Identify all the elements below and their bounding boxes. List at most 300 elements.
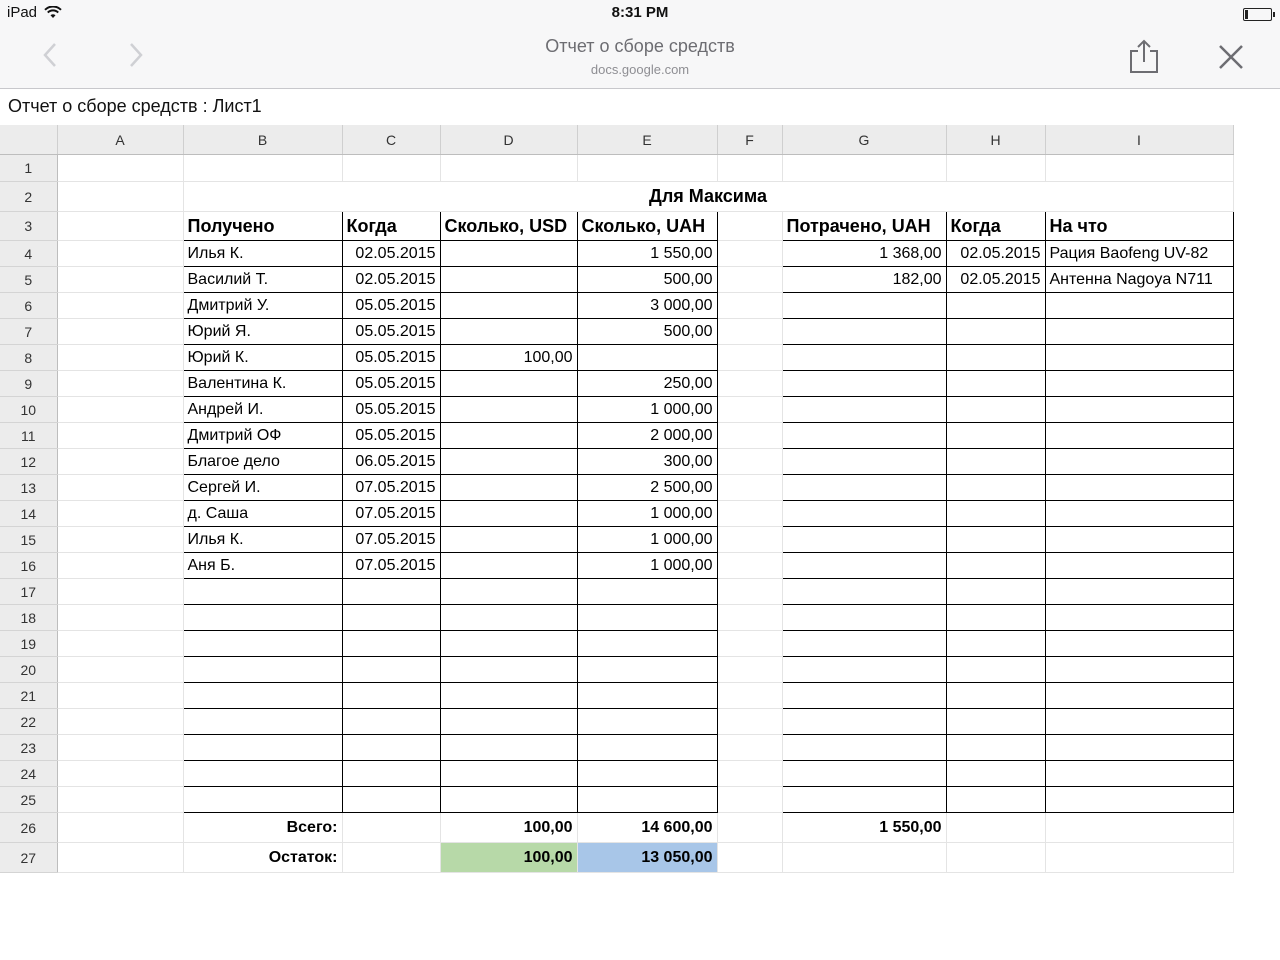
received-uah-cell[interactable]: 1 000,00 [577,553,717,579]
spent-amount-cell[interactable] [782,371,946,397]
cell[interactable] [57,813,183,843]
received-usd-cell[interactable] [440,475,577,501]
received-date-cell[interactable] [342,657,440,683]
spent-amount-cell[interactable] [782,735,946,761]
spent-amount-cell[interactable]: 182,00 [782,267,946,293]
received-date-cell[interactable]: 05.05.2015 [342,423,440,449]
received-date-cell[interactable] [342,605,440,631]
table-row [0,155,1280,182]
spent-date-cell[interactable] [946,527,1045,553]
spent-amount-cell[interactable] [782,579,946,605]
cell[interactable] [57,501,183,527]
cell[interactable] [57,423,183,449]
total-label[interactable]: Всего: [183,813,342,843]
received-uah-cell[interactable] [577,605,717,631]
received-uah-cell[interactable]: 250,00 [577,371,717,397]
cell[interactable] [946,843,1045,873]
received-uah-cell[interactable] [577,683,717,709]
spent-what-cell[interactable]: Антенна Nagoya N711 [1045,267,1233,293]
spent-what-cell[interactable] [1045,319,1233,345]
spent-date-cell[interactable] [946,579,1045,605]
cell[interactable] [717,241,782,267]
row-header[interactable]: 20 [0,657,57,683]
spent-amount-cell[interactable] [782,605,946,631]
cell[interactable] [717,155,782,182]
cell[interactable] [717,371,782,397]
cell[interactable] [717,813,782,843]
spent-what-cell[interactable] [1045,397,1233,423]
spent-date-cell[interactable] [946,735,1045,761]
received-usd-cell[interactable] [440,657,577,683]
spent-amount-cell[interactable] [782,709,946,735]
spent-date-cell[interactable] [946,293,1045,319]
cell[interactable] [717,267,782,293]
cell[interactable] [342,155,440,182]
received-usd-cell[interactable] [440,267,577,293]
cell[interactable] [1045,843,1233,873]
spent-what-cell[interactable] [1045,449,1233,475]
spent-what-cell[interactable] [1045,631,1233,657]
cell[interactable] [342,843,440,873]
column-header[interactable]: D [440,125,577,155]
cell[interactable] [717,397,782,423]
cell[interactable] [717,319,782,345]
spent-amount-cell[interactable] [782,293,946,319]
received-date-cell[interactable] [342,631,440,657]
received-usd-cell[interactable] [440,527,577,553]
received-name-cell[interactable] [183,735,342,761]
received-name-cell[interactable]: д. Саша [183,501,342,527]
received-name-cell[interactable] [183,709,342,735]
received-uah-cell[interactable]: 1 000,00 [577,501,717,527]
grid-margin [1233,709,1280,735]
header-uah[interactable]: Сколько, UAH [577,212,717,241]
row-header[interactable]: 13 [0,475,57,501]
received-usd-cell[interactable] [440,605,577,631]
cell[interactable] [1045,813,1233,843]
select-all-corner[interactable] [0,125,57,155]
table-row [0,345,1280,371]
spent-what-cell[interactable] [1045,709,1233,735]
row-header[interactable]: 7 [0,319,57,345]
row-header[interactable]: 2 [0,182,57,212]
spent-amount-cell[interactable] [782,345,946,371]
cell[interactable] [717,657,782,683]
received-name-cell[interactable]: Илья К. [183,241,342,267]
received-uah-cell[interactable]: 3 000,00 [577,293,717,319]
received-name-cell[interactable]: Дмитрий ОФ [183,423,342,449]
cell[interactable] [57,155,183,182]
spent-date-cell[interactable] [946,683,1045,709]
cell[interactable] [717,787,782,813]
received-name-cell[interactable]: Юрий Я. [183,319,342,345]
spent-what-cell[interactable] [1045,475,1233,501]
received-usd-cell[interactable] [440,371,577,397]
grid-margin [1233,345,1280,371]
spent-what-cell[interactable] [1045,423,1233,449]
received-usd-cell[interactable] [440,423,577,449]
received-name-cell[interactable]: Василий Т. [183,267,342,293]
received-uah-cell[interactable] [577,657,717,683]
cell[interactable] [946,813,1045,843]
received-date-cell[interactable]: 05.05.2015 [342,397,440,423]
received-uah-cell[interactable] [577,631,717,657]
header-when[interactable]: Когда [342,212,440,241]
spent-date-cell[interactable] [946,553,1045,579]
cell[interactable] [717,553,782,579]
row-header[interactable]: 27 [0,843,57,873]
spent-what-cell[interactable] [1045,553,1233,579]
received-date-cell[interactable]: 07.05.2015 [342,501,440,527]
grid-margin [1233,125,1280,155]
grid-margin [1233,212,1280,241]
cell[interactable] [717,761,782,787]
page-url: docs.google.com [590,62,690,77]
cell[interactable] [717,735,782,761]
cell[interactable] [440,155,577,182]
grid-margin [1233,605,1280,631]
cell[interactable] [717,212,782,241]
received-date-cell[interactable]: 05.05.2015 [342,345,440,371]
row-header[interactable]: 22 [0,709,57,735]
cell[interactable] [183,155,342,182]
spent-what-cell[interactable] [1045,761,1233,787]
column-header[interactable]: G [782,125,946,155]
cell[interactable] [57,475,183,501]
spent-date-cell[interactable] [946,631,1045,657]
rest-uah[interactable]: 13 050,00 [577,843,717,873]
column-header-row [0,125,1280,155]
received-date-cell[interactable] [342,761,440,787]
spent-amount-cell[interactable] [782,787,946,813]
received-name-cell[interactable] [183,605,342,631]
row-header[interactable]: 10 [0,397,57,423]
row-header[interactable]: 19 [0,631,57,657]
row-header[interactable]: 4 [0,241,57,267]
cell[interactable] [946,155,1045,182]
spent-what-cell[interactable] [1045,345,1233,371]
spent-date-cell[interactable]: 02.05.2015 [946,267,1045,293]
received-usd-cell[interactable] [440,319,577,345]
received-name-cell[interactable]: Юрий К. [183,345,342,371]
spent-amount-cell[interactable] [782,761,946,787]
received-usd-cell[interactable] [440,501,577,527]
row-header[interactable]: 14 [0,501,57,527]
received-name-cell[interactable]: Дмитрий У. [183,293,342,319]
cell[interactable] [57,371,183,397]
received-uah-cell[interactable]: 1 000,00 [577,527,717,553]
received-date-cell[interactable]: 07.05.2015 [342,475,440,501]
row-header[interactable]: 25 [0,787,57,813]
spent-amount-cell[interactable] [782,423,946,449]
received-name-cell[interactable]: Благое дело [183,449,342,475]
received-usd-cell[interactable] [440,787,577,813]
received-date-cell[interactable] [342,683,440,709]
spent-date-cell[interactable] [946,345,1045,371]
header-usd[interactable]: Сколько, USD [440,212,577,241]
cell[interactable] [717,527,782,553]
spent-date-cell[interactable]: 02.05.2015 [946,241,1045,267]
spent-date-cell[interactable] [946,657,1045,683]
spent-date-cell[interactable] [946,787,1045,813]
cell[interactable] [57,579,183,605]
received-name-cell[interactable] [183,683,342,709]
received-date-cell[interactable]: 07.05.2015 [342,527,440,553]
table-row [0,319,1280,345]
row-header[interactable]: 8 [0,345,57,371]
row-header[interactable]: 16 [0,553,57,579]
row-header[interactable]: 24 [0,761,57,787]
spent-amount-cell[interactable] [782,397,946,423]
spent-date-cell[interactable] [946,501,1045,527]
spent-amount-cell[interactable] [782,683,946,709]
received-date-cell[interactable] [342,735,440,761]
spent-what-cell[interactable] [1045,371,1233,397]
column-header[interactable]: E [577,125,717,155]
cell[interactable] [782,843,946,873]
cell[interactable] [57,605,183,631]
header-spent-when[interactable]: Когда [946,212,1045,241]
spent-what-cell[interactable]: Рация Baofeng UV-82 [1045,241,1233,267]
spent-amount-cell[interactable] [782,319,946,345]
received-uah-cell[interactable]: 2 000,00 [577,423,717,449]
clock: 8:31 PM [611,4,669,21]
spent-what-cell[interactable] [1045,501,1233,527]
column-header[interactable]: F [717,125,782,155]
cell[interactable] [717,579,782,605]
table-row [0,449,1280,475]
received-uah-cell[interactable]: 1 000,00 [577,397,717,423]
spent-amount-cell[interactable] [782,657,946,683]
received-uah-cell[interactable]: 1 550,00 [577,241,717,267]
spent-date-cell[interactable] [946,319,1045,345]
cell[interactable] [57,787,183,813]
received-uah-cell[interactable] [577,787,717,813]
cell[interactable] [57,449,183,475]
received-name-cell[interactable] [183,579,342,605]
received-usd-cell[interactable] [440,683,577,709]
spent-date-cell[interactable] [946,761,1045,787]
cell[interactable] [57,553,183,579]
spent-what-cell[interactable] [1045,579,1233,605]
received-name-cell[interactable]: Валентина К. [183,371,342,397]
received-uah-cell[interactable]: 300,00 [577,449,717,475]
spent-amount-cell[interactable] [782,631,946,657]
cell[interactable] [57,293,183,319]
spent-amount-cell[interactable] [782,501,946,527]
cell[interactable] [717,449,782,475]
received-name-cell[interactable]: Илья К. [183,527,342,553]
received-name-cell[interactable] [183,631,342,657]
row-header[interactable]: 23 [0,735,57,761]
received-name-cell[interactable] [183,761,342,787]
header-spent[interactable]: Потрачено, UAH [782,212,946,241]
spent-amount-cell[interactable] [782,449,946,475]
cell[interactable] [577,155,717,182]
table-row [0,683,1280,709]
table-row [0,761,1280,787]
row-header[interactable]: 21 [0,683,57,709]
row-header[interactable]: 3 [0,212,57,241]
spent-date-cell[interactable] [946,709,1045,735]
header-received[interactable]: Получено [183,212,342,241]
rest-usd[interactable]: 100,00 [440,843,577,873]
received-uah-cell[interactable] [577,345,717,371]
row-header[interactable]: 5 [0,267,57,293]
received-uah-cell[interactable] [577,709,717,735]
cell[interactable] [57,212,183,241]
total-spent[interactable]: 1 550,00 [782,813,946,843]
cell[interactable] [57,683,183,709]
cell[interactable] [717,293,782,319]
cell[interactable] [57,241,183,267]
cell[interactable] [57,267,183,293]
table-row [0,709,1280,735]
spent-amount-cell[interactable]: 1 368,00 [782,241,946,267]
received-usd-cell[interactable] [440,709,577,735]
column-header[interactable]: C [342,125,440,155]
received-uah-cell[interactable] [577,761,717,787]
spreadsheet-grid[interactable] [0,125,1280,885]
cell[interactable] [1045,155,1233,182]
spent-date-cell[interactable] [946,397,1045,423]
column-header[interactable]: A [57,125,183,155]
spent-amount-cell[interactable] [782,475,946,501]
received-date-cell[interactable] [342,709,440,735]
column-header[interactable]: B [183,125,342,155]
close-icon [1214,40,1248,74]
total-usd[interactable]: 100,00 [440,813,577,843]
received-name-cell[interactable]: Сергей И. [183,475,342,501]
spent-date-cell[interactable] [946,423,1045,449]
received-date-cell[interactable]: 05.05.2015 [342,293,440,319]
received-usd-cell[interactable]: 100,00 [440,345,577,371]
total-uah[interactable]: 14 600,00 [577,813,717,843]
received-date-cell[interactable]: 06.05.2015 [342,449,440,475]
spent-what-cell[interactable] [1045,657,1233,683]
row-header[interactable]: 17 [0,579,57,605]
spent-what-cell[interactable] [1045,605,1233,631]
received-name-cell[interactable]: Андрей И. [183,397,342,423]
received-usd-cell[interactable] [440,761,577,787]
close-button[interactable] [1214,40,1248,74]
cell[interactable] [57,761,183,787]
received-usd-cell[interactable] [440,449,577,475]
spent-date-cell[interactable] [946,371,1045,397]
received-usd-cell[interactable] [440,241,577,267]
received-date-cell[interactable]: 05.05.2015 [342,319,440,345]
received-uah-cell[interactable]: 500,00 [577,267,717,293]
cell[interactable] [57,735,183,761]
cell[interactable] [782,155,946,182]
column-header[interactable]: H [946,125,1045,155]
spent-what-cell[interactable] [1045,293,1233,319]
cell[interactable] [57,182,183,212]
cell[interactable] [717,605,782,631]
cell[interactable] [717,423,782,449]
cell[interactable] [342,813,440,843]
row-header[interactable]: 12 [0,449,57,475]
column-header[interactable]: I [1045,125,1233,155]
grid-margin [1233,657,1280,683]
grid-margin [1233,182,1280,212]
received-date-cell[interactable] [342,579,440,605]
cell[interactable] [717,683,782,709]
table-row [0,371,1280,397]
received-uah-cell[interactable] [577,735,717,761]
received-date-cell[interactable]: 02.05.2015 [342,267,440,293]
spent-date-cell[interactable] [946,449,1045,475]
received-date-cell[interactable]: 02.05.2015 [342,241,440,267]
received-name-cell[interactable]: Аня Б. [183,553,342,579]
cell[interactable] [57,843,183,873]
spent-amount-cell[interactable] [782,553,946,579]
table-row [0,423,1280,449]
received-uah-cell[interactable]: 2 500,00 [577,475,717,501]
table-row [0,813,1280,843]
row-header[interactable]: 11 [0,423,57,449]
received-usd-cell[interactable] [440,293,577,319]
row-header[interactable]: 1 [0,155,57,182]
header-spent-what[interactable]: На что [1045,212,1233,241]
received-name-cell[interactable] [183,657,342,683]
cell[interactable] [57,631,183,657]
received-date-cell[interactable] [342,787,440,813]
report-title-cell[interactable]: Для Максима [183,182,1233,212]
cell[interactable] [57,709,183,735]
cell[interactable] [717,631,782,657]
received-usd-cell[interactable] [440,553,577,579]
cell[interactable] [57,527,183,553]
spent-amount-cell[interactable] [782,527,946,553]
grid-margin [1233,501,1280,527]
spent-date-cell[interactable] [946,605,1045,631]
row-header[interactable]: 26 [0,813,57,843]
table-row [0,553,1280,579]
cell[interactable] [717,709,782,735]
received-usd-cell[interactable] [440,735,577,761]
received-usd-cell[interactable] [440,631,577,657]
cell[interactable] [57,657,183,683]
table-row [0,182,1280,212]
spent-what-cell[interactable] [1045,527,1233,553]
received-uah-cell[interactable] [577,579,717,605]
cell[interactable] [717,475,782,501]
row-header[interactable]: 9 [0,371,57,397]
spent-what-cell[interactable] [1045,787,1233,813]
received-date-cell[interactable]: 07.05.2015 [342,553,440,579]
spent-what-cell[interactable] [1045,735,1233,761]
received-date-cell[interactable]: 05.05.2015 [342,371,440,397]
share-button[interactable] [1127,38,1161,74]
cell[interactable] [717,843,782,873]
cell[interactable] [717,345,782,371]
received-name-cell[interactable] [183,787,342,813]
spent-what-cell[interactable] [1045,683,1233,709]
cell[interactable] [57,397,183,423]
cell[interactable] [57,345,183,371]
received-uah-cell[interactable]: 500,00 [577,319,717,345]
received-usd-cell[interactable] [440,579,577,605]
row-header[interactable]: 18 [0,605,57,631]
cell[interactable] [717,501,782,527]
spent-date-cell[interactable] [946,475,1045,501]
row-header[interactable]: 15 [0,527,57,553]
rest-label[interactable]: Остаток: [183,843,342,873]
row-header[interactable]: 6 [0,293,57,319]
cell[interactable] [57,319,183,345]
received-usd-cell[interactable] [440,397,577,423]
